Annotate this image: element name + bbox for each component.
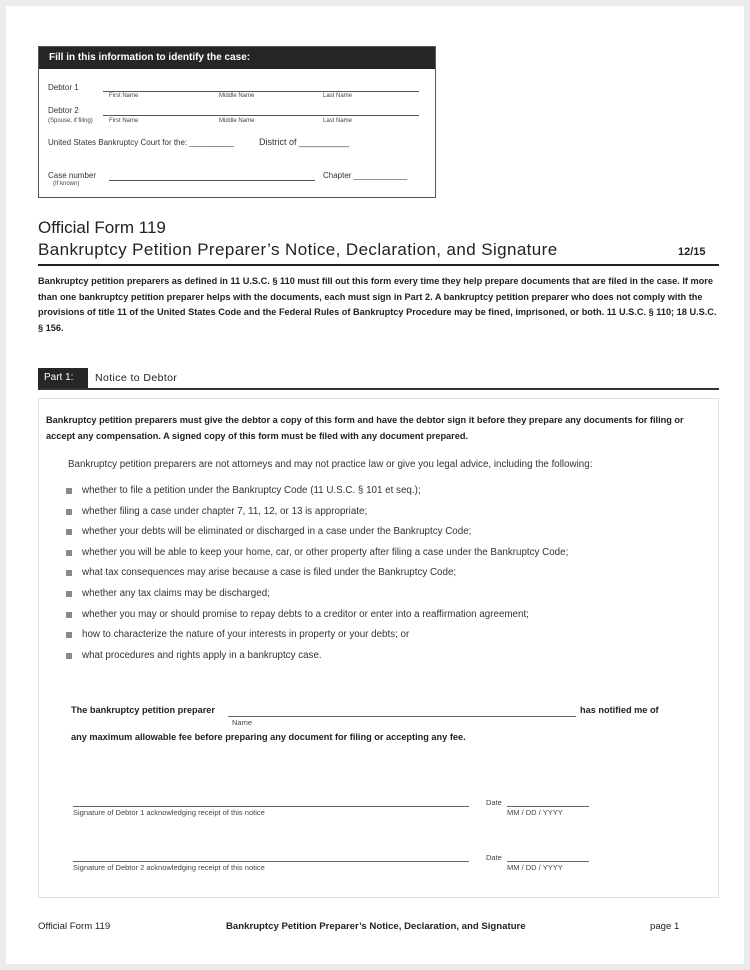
chapter-label: Chapter ____________	[323, 171, 408, 180]
preparer-name-caption: Name	[232, 718, 253, 727]
debtor2-name-field[interactable]	[103, 115, 419, 116]
debtor2-spouse-note: (Spouse, if filing)	[48, 118, 93, 124]
case-info-box	[38, 46, 436, 198]
debtor1-date-label: Date	[486, 798, 502, 807]
statement-line-2: any maximum allowable fee before preparing any document for filing or accepting any fee.	[71, 732, 466, 742]
limitations-list	[66, 485, 568, 670]
part1-title: Notice to Debtor	[95, 372, 178, 384]
footer-page-number: page 1	[650, 921, 680, 932]
district-label: District of __________	[259, 137, 350, 147]
title-rule	[38, 264, 719, 266]
part1-notice: Bankruptcy petition preparers must give the debtor a copy of this form and have the debtor sign it before they prepare any documents for filing or accept any compensation. A signed copy of this form must be filed with any document prepared.	[46, 415, 684, 441]
bullet-square-icon	[66, 653, 72, 659]
debtor1-name-field[interactable]	[103, 91, 419, 92]
part1-lead: Bankruptcy petition preparers are not attorneys and may not practice law or give you legal advice, including the following:	[68, 459, 593, 470]
debtor2-middle-name-caption: Middle Name	[219, 118, 255, 124]
case-number-field[interactable]	[109, 180, 315, 181]
form-number: Official Form 119	[38, 218, 166, 237]
list-item: what tax consequences may arise because a case is filed under the Bankruptcy Code;	[66, 567, 568, 588]
preparer-name-field[interactable]	[228, 716, 576, 717]
form-revision: 12/15	[678, 246, 706, 258]
debtor2-last-name-caption: Last Name	[323, 118, 353, 124]
debtor2-first-name-caption: First Name	[109, 118, 139, 124]
bullet-square-icon	[66, 550, 72, 556]
list-item: whether you may or should promise to repay debts to a creditor or enter into a reaffirmation agreement;	[66, 609, 568, 630]
bullet-square-icon	[66, 529, 72, 535]
list-item: whether your debts will be eliminated or discharged in a case under the Bankruptcy Code;	[66, 526, 568, 547]
debtor1-label: Debtor 1	[48, 83, 79, 92]
debtor1-first-name-caption: First Name	[109, 93, 139, 99]
bullet-square-icon	[66, 632, 72, 638]
debtor1-date-field[interactable]	[507, 806, 589, 807]
debtor1-signature-caption: Signature of Debtor 1 acknowledging receipt of this notice	[73, 808, 265, 817]
form-title: Bankruptcy Petition Preparer’s Notice, Declaration, and Signature	[38, 240, 558, 259]
list-item: whether you will be able to keep your home, car, or other property after filing a case under the Bankruptcy Code;	[66, 547, 568, 568]
footer-form-title: Bankruptcy Petition Preparer’s Notice, Declaration, and Signature	[226, 921, 526, 932]
list-item: whether to file a petition under the Bankruptcy Code (11 U.S.C. § 101 et seq.);	[66, 485, 568, 506]
part1-number: Part 1:	[38, 368, 88, 388]
list-item: whether filing a case under chapter 7, 11, 12, or 13 is appropriate;	[66, 506, 568, 527]
intro-paragraph: Bankruptcy petition preparers as defined in 11 U.S.C. § 110 must fill out this form every time they help prepare documents that are filed in the case. If more than one bankruptcy petition preparer helps with the documents, each must sign in Part 2. A bankruptcy petition preparer who does not comply with the provisions of title 11 of the United States Code and the Federal Rules of Bankruptcy Procedure may be fined, imprisoned, or both. 11 U.S.C. § 110; 18 U.S.C. § 156.	[38, 276, 717, 333]
debtor1-signature-field[interactable]	[73, 806, 469, 807]
bullet-square-icon	[66, 591, 72, 597]
part1-rule	[38, 388, 719, 390]
statement-end: has notified me of	[580, 705, 659, 715]
debtor2-date-field[interactable]	[507, 861, 589, 862]
debtor2-date-label: Date	[486, 853, 502, 862]
list-item: how to characterize the nature of your interests in property or your debts; or	[66, 629, 568, 650]
statement-start: The bankruptcy petition preparer	[71, 705, 215, 715]
bullet-square-icon	[66, 488, 72, 494]
debtor2-label: Debtor 2	[48, 106, 79, 115]
debtor1-last-name-caption: Last Name	[323, 93, 353, 99]
case-number-note: (If known)	[53, 181, 80, 187]
debtor1-date-format: MM / DD / YYYY	[507, 808, 563, 817]
case-box-header: Fill in this information to identify the case:	[39, 47, 435, 69]
footer-form-number: Official Form 119	[38, 921, 111, 932]
bullet-square-icon	[66, 612, 72, 618]
debtor1-middle-name-caption: Middle Name	[219, 93, 255, 99]
court-label: United States Bankruptcy Court for the: __________	[48, 138, 234, 147]
bullet-square-icon	[66, 570, 72, 576]
list-item: what procedures and rights apply in a bankruptcy case.	[66, 650, 568, 671]
list-item: whether any tax claims may be discharged;	[66, 588, 568, 609]
debtor2-signature-caption: Signature of Debtor 2 acknowledging receipt of this notice	[73, 863, 265, 872]
debtor2-date-format: MM / DD / YYYY	[507, 863, 563, 872]
case-number-label: Case number	[48, 171, 97, 180]
bullet-square-icon	[66, 509, 72, 515]
debtor2-signature-field[interactable]	[73, 861, 469, 862]
form-page	[6, 6, 744, 964]
